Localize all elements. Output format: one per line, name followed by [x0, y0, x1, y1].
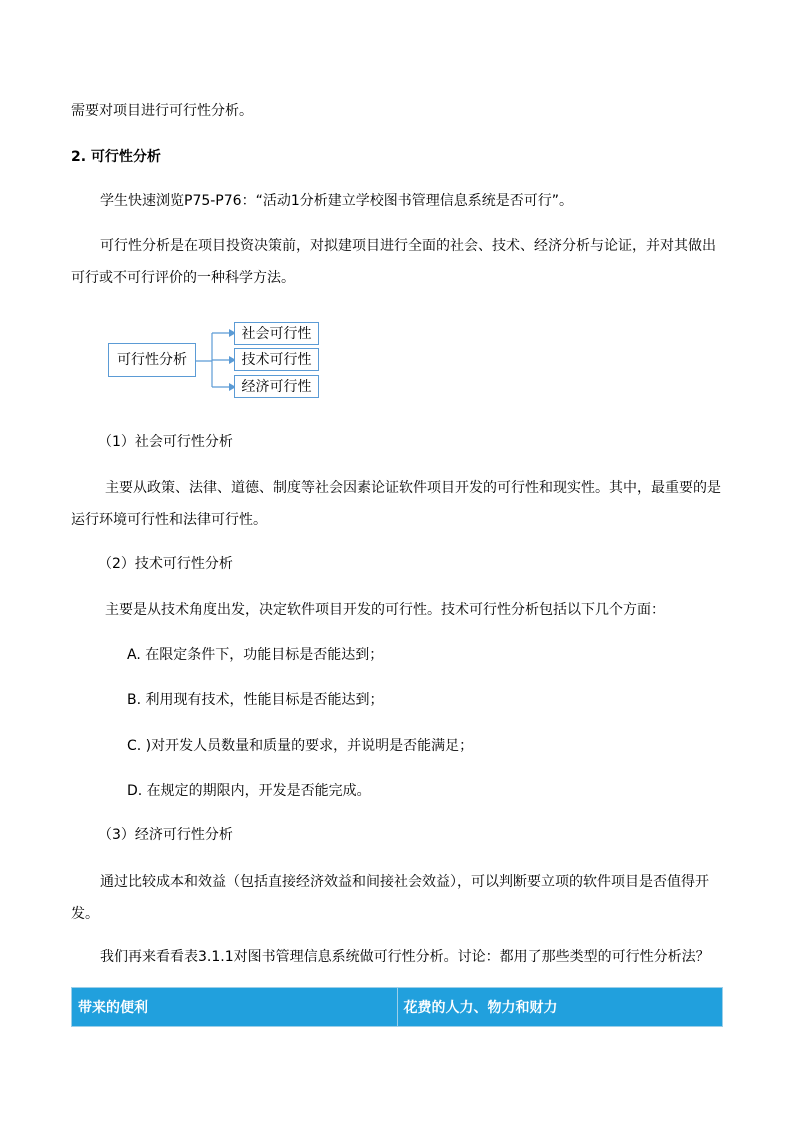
- table-header-cost: 花费的人力、物力和财力: [397, 988, 723, 1027]
- paragraph-social-line-1: 主要从政策、法律、道德、制度等社会因素论证软件项目开发的可行性和现实性。其中，最重要的是: [105, 480, 721, 496]
- paragraph-economic-line-2: 发。: [71, 906, 99, 922]
- diagram-node-social: 社会可行性: [234, 322, 319, 345]
- section-heading: 2. 可行性分析: [71, 149, 161, 165]
- paragraph-definition-line-1: 可行性分析是在项目投资决策前，对拟建项目进行全面的社会、技术、经济分析与论证，并对其做出: [100, 238, 716, 254]
- table-header-benefit: 带来的便利: [72, 988, 398, 1027]
- subsection-economic: （3）经济可行性分析: [98, 827, 233, 843]
- benefit-cost-table: [71, 987, 723, 1027]
- table-header-row: [72, 988, 723, 1027]
- diagram-node-technical: 技术可行性: [234, 348, 319, 371]
- paragraph-social-line-2: 运行环境可行性和法律可行性。: [71, 512, 267, 528]
- text-line-1: 需要对项目进行可行性分析。: [71, 103, 253, 119]
- paragraph-technical: 主要是从技术角度出发，决定软件项目开发的可行性。技术可行性分析包括以下几个方面：: [105, 602, 665, 618]
- diagram-node-economic: 经济可行性: [234, 375, 319, 398]
- list-item-b: B. 利用现有技术，性能目标是否能达到；: [127, 692, 384, 708]
- list-item-d: D. 在规定的期限内，开发是否能完成。: [127, 783, 371, 799]
- paragraph-browse: 学生快速浏览P75-P76：“活动1分析建立学校图书管理信息系统是否可行”。: [100, 193, 573, 209]
- subsection-social: （1）社会可行性分析: [98, 434, 233, 450]
- paragraph-economic-line-1: 通过比较成本和效益（包括直接经济效益和间接社会效益），可以判断要立项的软件项目是否值得开: [100, 874, 709, 890]
- feasibility-diagram-connectors: [190, 325, 240, 395]
- list-item-a: A. 在限定条件下，功能目标是否能达到；: [127, 647, 384, 663]
- diagram-root-box: 可行性分析: [108, 343, 196, 377]
- list-item-c: C. )对开发人员数量和质量的要求，并说明是否能满足；: [127, 738, 474, 754]
- paragraph-table-intro: 我们再来看看表3.1.1对图书管理信息系统做可行性分析。讨论：都用了那些类型的可行性分析法？: [100, 949, 710, 965]
- subsection-technical: （2）技术可行性分析: [98, 556, 233, 572]
- paragraph-definition-line-2: 可行或不可行评价的一种科学方法。: [71, 270, 295, 286]
